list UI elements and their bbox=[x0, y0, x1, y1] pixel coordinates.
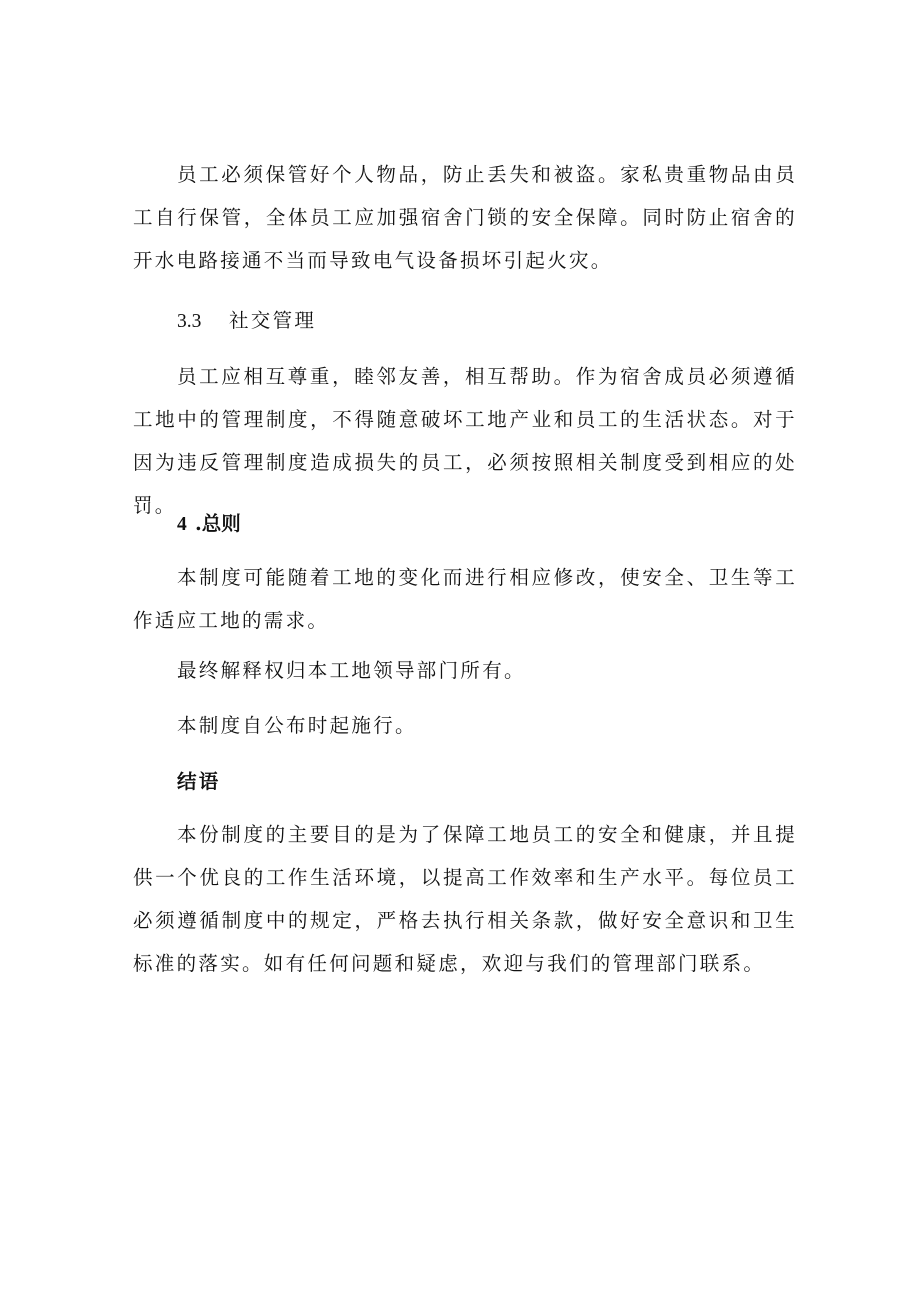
section-number: 3.3 bbox=[177, 311, 202, 332]
section-title: .总则 bbox=[195, 512, 241, 535]
section-title: 社交管理 bbox=[229, 309, 317, 332]
paragraph-general-rules: 本制度可能随着工地的变化而进行相应修改，使安全、卫生等工作适应工地的需求。 bbox=[133, 566, 797, 632]
paragraph-personal-belongings: 员工必须保管好个人物品，防止丢失和被盗。家私贵重物品由员工自行保管，全体员工应加强宿舍门锁的安全保障。同时防止宿舍的开水电路接通不当而导致电气设备损坏引起火灾。 bbox=[133, 163, 797, 272]
section-heading-social-management bbox=[177, 306, 316, 337]
section-number: 4 bbox=[177, 514, 187, 535]
paragraph-social-management: 员工应相互尊重，睦邻友善，相互帮助。作为宿舍成员必须遵循工地中的管理制度，不得随意破坏工地产业和员工的生活状态。对于因为违反管理制度造成损失的员工，必须按照相关制度受到相应的处罚。 bbox=[133, 365, 797, 517]
paragraph-effective-date: 本制度自公布时起施行。 bbox=[177, 714, 417, 737]
conclusion-heading: 结语 bbox=[177, 770, 221, 793]
paragraph-conclusion: 本份制度的主要目的是为了保障工地员工的安全和健康，并且提供一个优良的工作生活环境，以提高工作效率和生产水平。每位员工必须遵循制度中的规定，严格去执行相关条款，做好安全意识和卫生标准的落实。如有任何问题和疑虑，欢迎与我们的管理部门联系。 bbox=[133, 823, 797, 975]
section-heading-general-rules bbox=[177, 509, 241, 540]
paragraph-interpretation-right: 最终解释权归本工地领导部门所有。 bbox=[177, 659, 526, 682]
